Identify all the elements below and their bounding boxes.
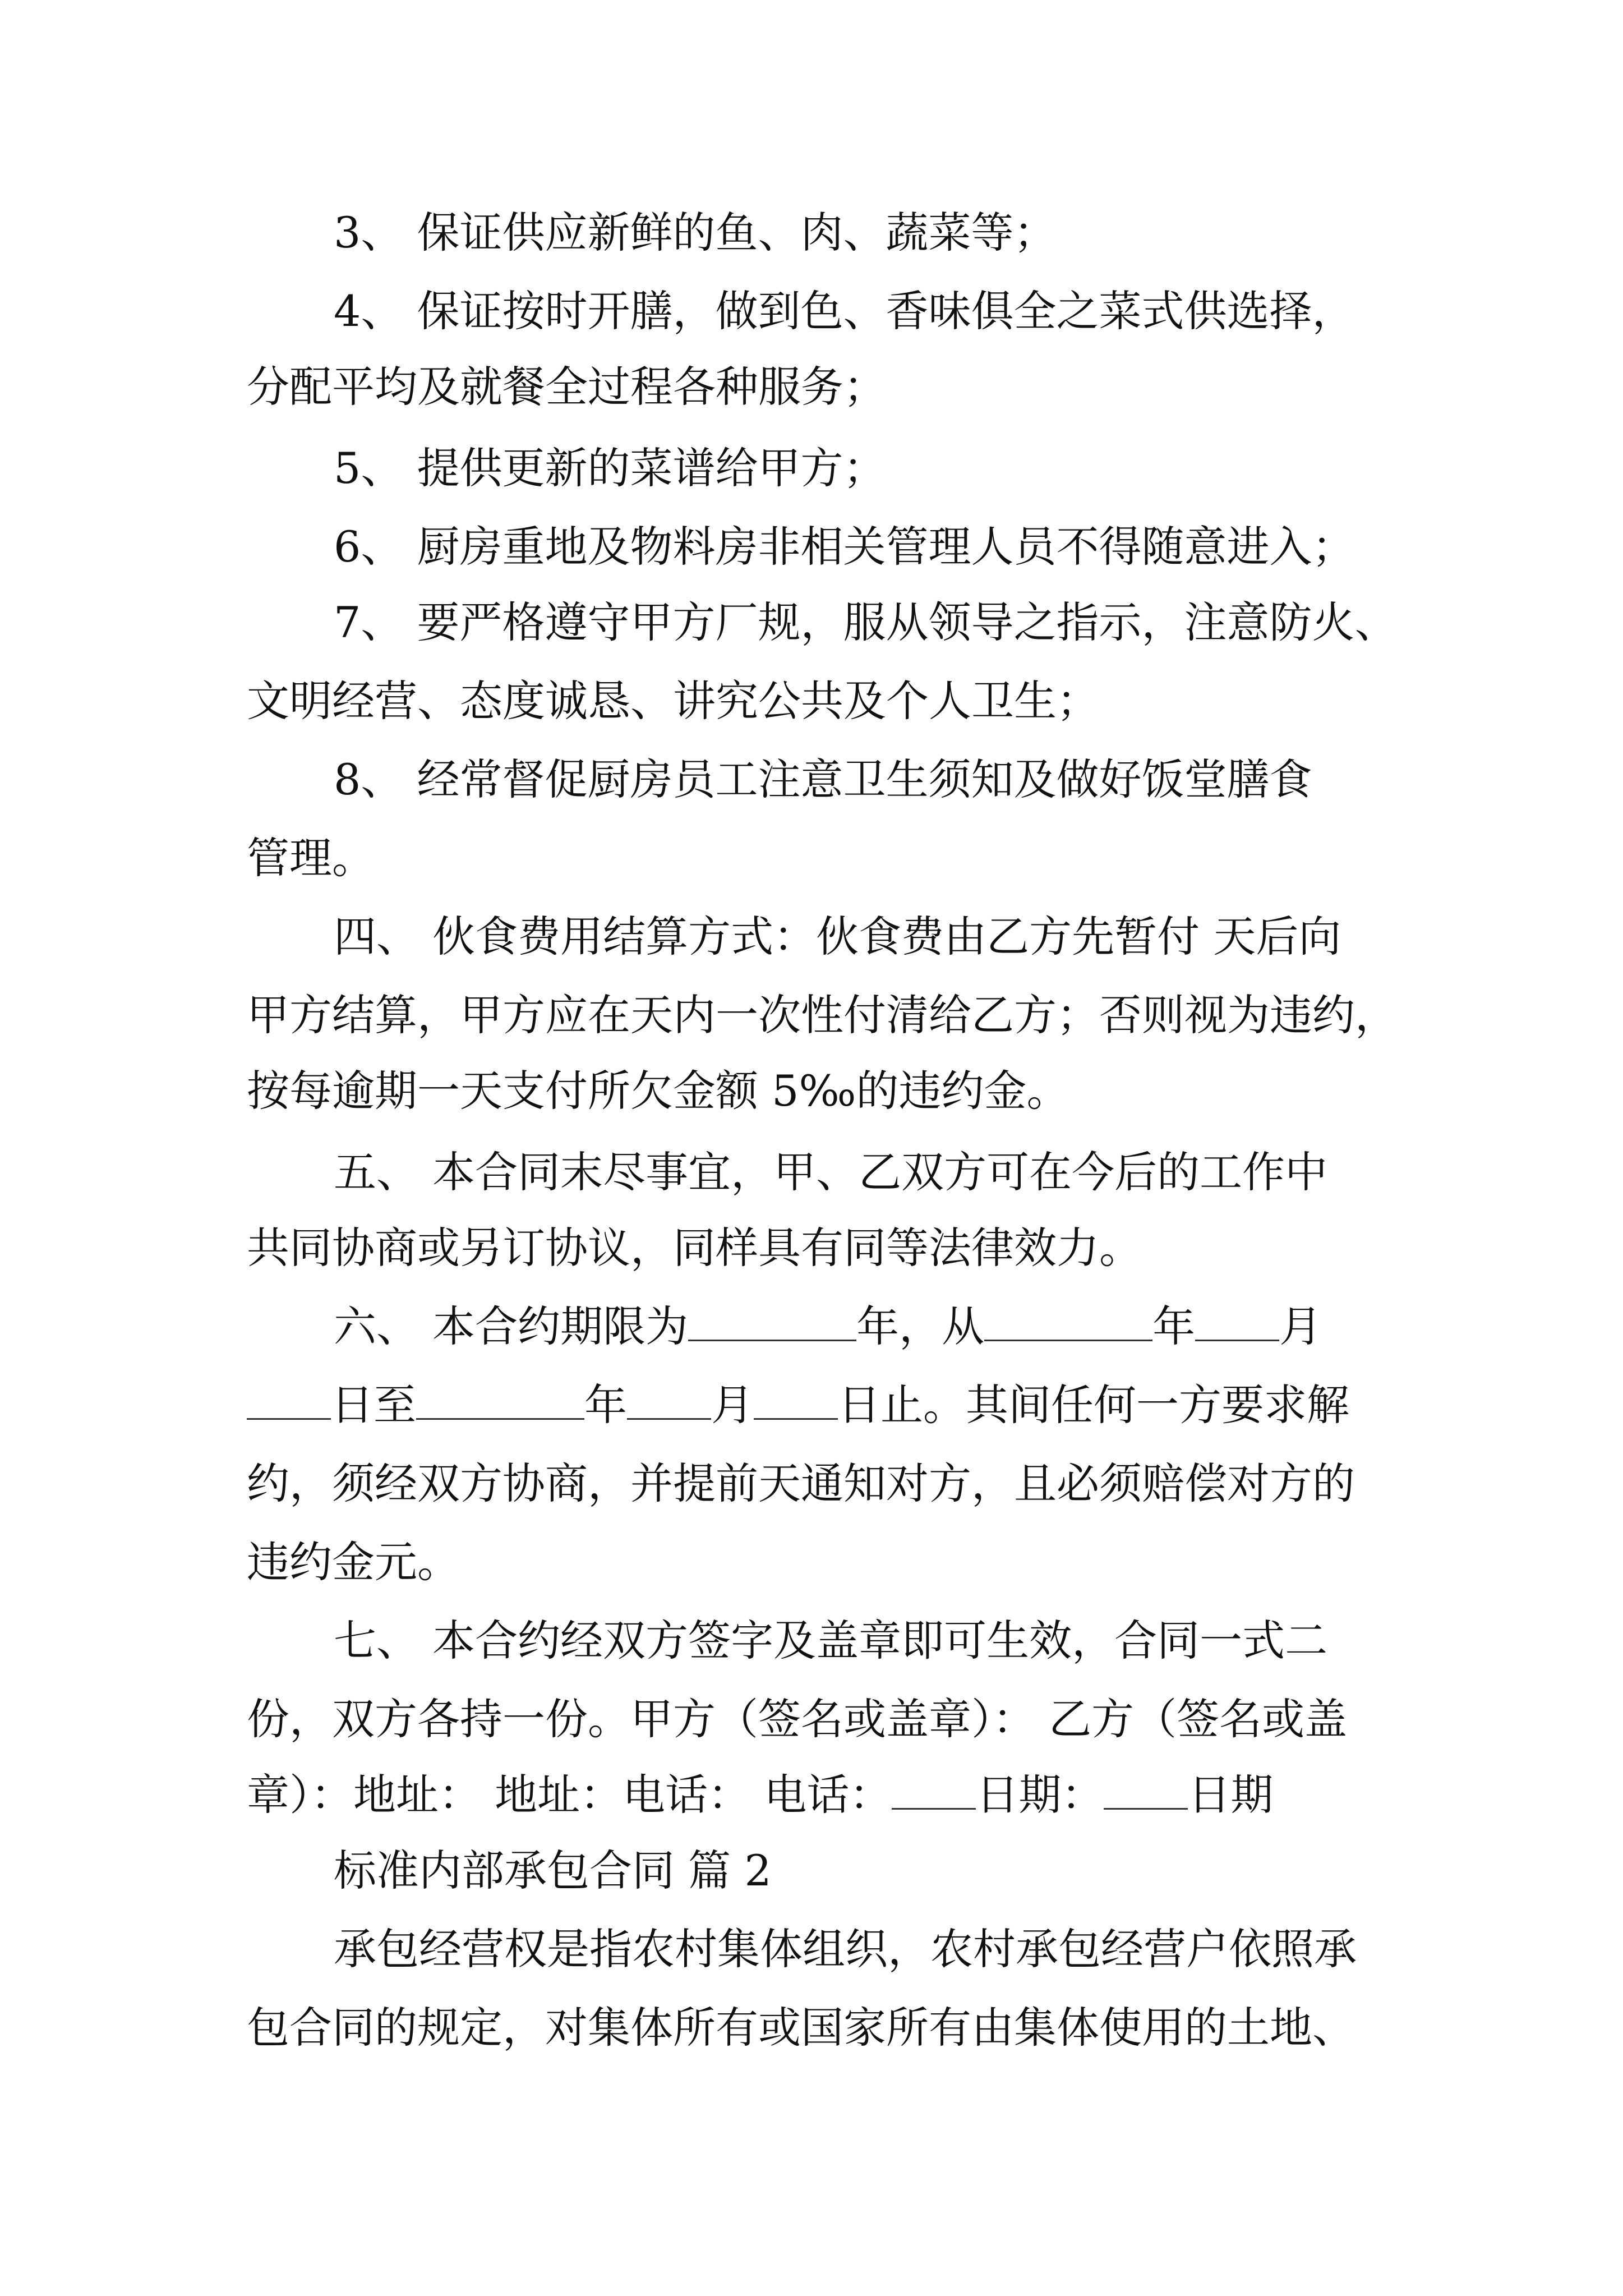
blank-field <box>984 1300 1152 1341</box>
term-text-a: 六、 本合约期限为 <box>334 1301 689 1351</box>
clause-6: 6、 厨房重地及物料房非相关管理人员不得随意进入； <box>334 522 1355 572</box>
term2-text-b: 年 <box>584 1380 627 1430</box>
signature-text-a: 章）：地址： 地址：电话： 电话： <box>247 1770 892 1820</box>
signature-line <box>247 1767 1273 1823</box>
term-text-d: 月 <box>1279 1301 1322 1351</box>
blank-field <box>1195 1300 1279 1341</box>
clause-7: 7、 要严格遵守甲方厂规，服从领导之指示，注意防火、 <box>334 597 1398 647</box>
paragraph-line-2: 包合同的规定，对集体所有或国家所有由集体使用的土地、 <box>247 2003 1355 2053</box>
blank-field <box>627 1379 711 1420</box>
term2-text-a: 日至 <box>331 1380 416 1430</box>
section-4-line-2: 甲方结算，甲方应在天内一次性付清给乙方；否则视为违约， <box>247 990 1398 1040</box>
section-heading: 标准内部承包合同 篇 2 <box>334 1846 772 1895</box>
section-6-line-4: 违约金元。 <box>247 1537 460 1587</box>
section-7-line-2: 份，双方各持一份。甲方（签名或盖章）： 乙方（签名或盖 <box>247 1694 1348 1744</box>
section-6-line-2 <box>247 1377 1349 1433</box>
signature-text-b: 日期： <box>976 1770 1104 1820</box>
section-6-line-1 <box>334 1299 1322 1355</box>
term-text-b: 年，从 <box>856 1301 985 1351</box>
section-4-line-1: 四、 伙食费用结算方式：伙食费由乙方先暂付 天后向 <box>334 912 1341 961</box>
section-5-line-1: 五、 本合同末尽事宜，甲、乙双方可在今后的工作中 <box>334 1147 1328 1197</box>
section-7-line-1: 七、 本合约经双方签字及盖章即可生效，合同一式二 <box>334 1616 1328 1665</box>
clause-5: 5、 提供更新的菜谱给甲方； <box>334 443 886 493</box>
term2-text-d: 日止。其间任何一方要求解 <box>838 1380 1349 1430</box>
clause-4-cont: 分配平均及就餐全过程各种服务； <box>247 362 886 412</box>
section-4-line-3: 按每逾期一天支付所欠金额 5‰的违约金。 <box>247 1066 1069 1116</box>
term2-text-c: 月 <box>711 1380 754 1430</box>
clause-4: 4、 保证按时开膳，做到色、香味俱全之菜式供选择， <box>334 286 1355 336</box>
section-5-line-2: 共同协商或另订协议，同样具有同等法律效力。 <box>247 1223 1142 1273</box>
clause-8-cont: 管理。 <box>247 833 375 883</box>
clause-3: 3、 保证供应新鲜的鱼、肉、蔬菜等； <box>334 208 1057 257</box>
clause-8: 8、 经常督促厨房员工注意卫生须知及做好饭堂膳食 <box>334 754 1312 804</box>
blank-field <box>416 1379 584 1420</box>
blank-field <box>1104 1769 1188 1810</box>
section-6-line-3: 约，须经双方协商，并提前天通知对方，且必须赔偿对方的 <box>247 1458 1355 1508</box>
blank-field <box>892 1769 976 1810</box>
signature-text-c: 日期 <box>1188 1770 1274 1820</box>
clause-7-cont: 文明经营、态度诚恳、讲究公共及个人卫生； <box>247 676 1099 726</box>
blank-field <box>688 1300 856 1341</box>
paragraph-line-1: 承包经营权是指农村集体组织，农村承包经营户依照承 <box>334 1924 1357 1974</box>
blank-field <box>754 1379 838 1420</box>
blank-field <box>247 1379 331 1420</box>
term-text-c: 年 <box>1152 1301 1196 1351</box>
